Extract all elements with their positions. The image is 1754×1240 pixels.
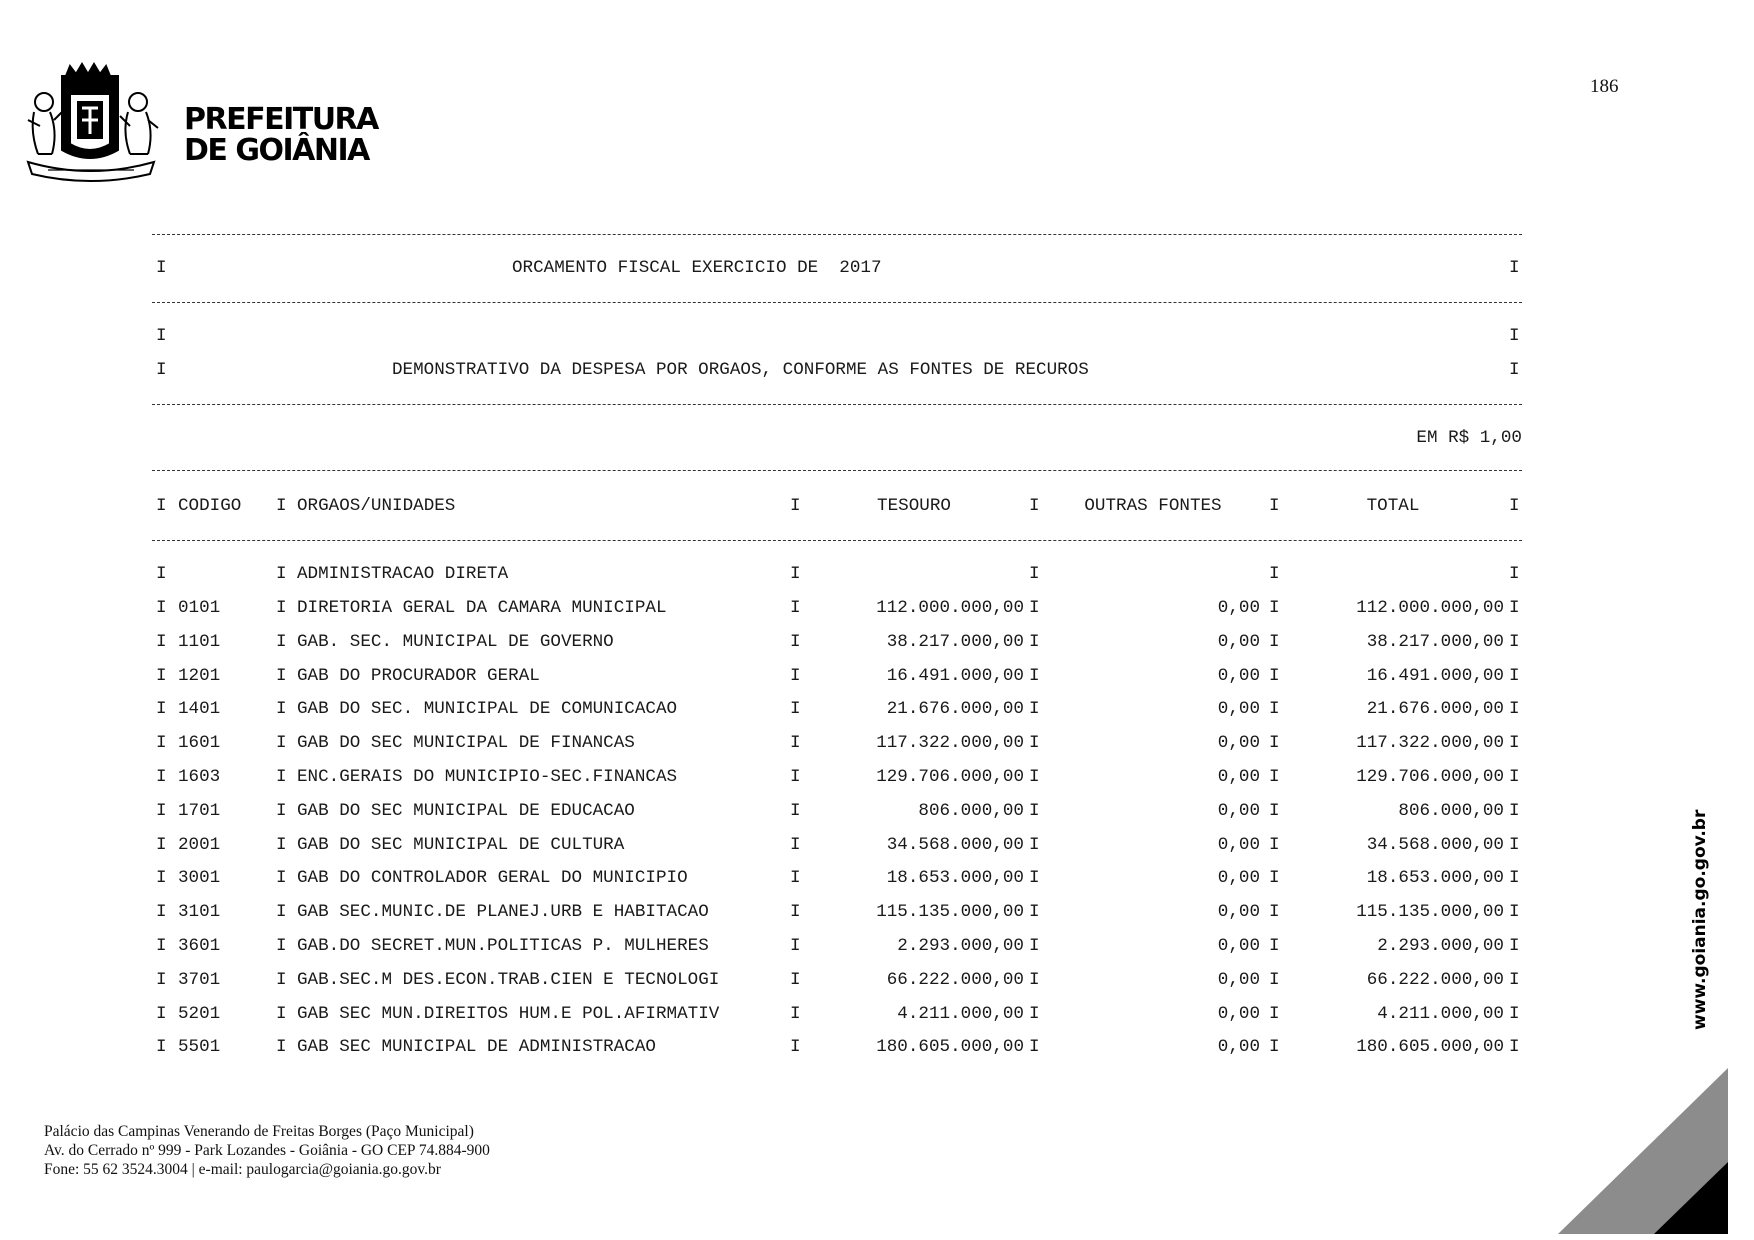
footer-line: Av. do Cerrado nº 999 - Park Lozandes - Goiânia - GO CEP 74.884-900 <box>44 1142 490 1159</box>
cell-outras-fontes: 0,00 <box>1217 902 1260 923</box>
report-title-line <box>152 258 1522 282</box>
table-row <box>152 1037 1522 1061</box>
cell-codigo: 3601 <box>178 936 221 956</box>
bar: I <box>276 496 287 516</box>
bar-right: I <box>1509 258 1520 278</box>
cell-total: 112.000.000,00 <box>1356 598 1504 618</box>
cell-total: 806.000,00 <box>1398 800 1504 821</box>
bar-left: I <box>156 258 167 278</box>
bar: I <box>1509 665 1520 686</box>
footer-line: Palácio das Campinas Venerando de Freitas Borges (Paço Municipal) <box>44 1123 474 1140</box>
column-header-outras-fontes: OUTRAS FONTES <box>1084 496 1222 516</box>
brand-line-2: DE GOIÂNIA <box>184 133 369 168</box>
cell-outras-fontes: 0,00 <box>1217 598 1260 618</box>
bar: I <box>1029 1037 1040 1058</box>
report-subtitle-line <box>152 360 1522 384</box>
cell-total: 66.222.000,00 <box>1366 969 1504 990</box>
bar: I <box>1029 834 1040 855</box>
cell-outras-fontes: 0,00 <box>1217 665 1260 686</box>
table-row <box>152 666 1522 690</box>
bar: I <box>790 902 801 923</box>
divider <box>152 470 1522 471</box>
cell-tesouro: 112.000.000,00 <box>876 598 1024 618</box>
cell-codigo: 5201 <box>178 1003 221 1024</box>
bar: I <box>1509 969 1520 990</box>
bar: I <box>1509 598 1520 618</box>
bar: I <box>1269 598 1280 618</box>
bar: I <box>1029 868 1040 889</box>
bar-left: I <box>156 326 167 346</box>
bar: I <box>790 631 801 652</box>
bar: I <box>1269 1003 1280 1024</box>
bar: I <box>276 767 287 787</box>
table-row <box>152 835 1522 859</box>
bar: I <box>1509 1037 1520 1058</box>
table-row <box>152 767 1522 791</box>
bar: I <box>156 868 167 889</box>
column-header-total: TOTAL <box>1366 496 1420 516</box>
bar: I <box>790 699 801 720</box>
report-subtitle: DEMONSTRATIVO DA DESPESA POR ORGAOS, CONFORME AS FONTES DE RECUROS <box>392 360 1089 380</box>
bar: I <box>276 665 287 686</box>
bar: I <box>1269 564 1280 584</box>
bar: I <box>1269 936 1280 956</box>
cell-outras-fontes: 0,00 <box>1217 699 1260 720</box>
cell-codigo: 5501 <box>178 1037 221 1058</box>
cell-codigo: 1601 <box>178 733 221 754</box>
group-label: ADMINISTRACAO DIRETA <box>297 564 509 584</box>
cell-orgao: GAB.SEC.M DES.ECON.TRAB.CIEN E TECNOLOGI <box>297 969 720 990</box>
bar: I <box>156 564 167 584</box>
cell-outras-fontes: 0,00 <box>1217 936 1260 956</box>
bar: I <box>1509 834 1520 855</box>
cell-orgao: ENC.GERAIS DO MUNICIPIO-SEC.FINANCAS <box>297 767 678 787</box>
bar: I <box>276 902 287 923</box>
divider <box>152 540 1522 541</box>
bar: I <box>1269 699 1280 720</box>
bar: I <box>1509 767 1520 787</box>
bar: I <box>1269 496 1280 516</box>
prefeitura-logo <box>18 62 378 192</box>
divider <box>152 404 1522 405</box>
bar: I <box>1509 564 1520 584</box>
table-row <box>152 598 1522 622</box>
bar: I <box>156 699 167 720</box>
bar: I <box>1269 665 1280 686</box>
cell-tesouro: 16.491.000,00 <box>886 665 1024 686</box>
cell-outras-fontes: 0,00 <box>1217 631 1260 652</box>
cell-codigo: 3701 <box>178 969 221 990</box>
bar: I <box>1269 800 1280 821</box>
bar: I <box>790 868 801 889</box>
bar: I <box>1029 733 1040 754</box>
cell-codigo: 1701 <box>178 800 221 821</box>
bar: I <box>1029 598 1040 618</box>
cell-total: 21.676.000,00 <box>1366 699 1504 720</box>
cell-orgao: GAB DO SEC MUNICIPAL DE EDUCACAO <box>297 800 635 821</box>
bar: I <box>790 834 801 855</box>
bar: I <box>1509 1003 1520 1024</box>
cell-tesouro: 117.322.000,00 <box>876 733 1024 754</box>
bar: I <box>1269 733 1280 754</box>
cell-outras-fontes: 0,00 <box>1217 969 1260 990</box>
bar-right: I <box>1509 360 1520 380</box>
divider <box>152 302 1522 303</box>
bar: I <box>1269 1037 1280 1058</box>
bar: I <box>1509 936 1520 956</box>
cell-total: 18.653.000,00 <box>1366 868 1504 889</box>
website-url: www.goiania.go.gov.br <box>1690 809 1710 1030</box>
bar: I <box>1269 834 1280 855</box>
bar: I <box>790 564 801 584</box>
bar: I <box>156 598 167 618</box>
table-row <box>152 902 1522 926</box>
bar: I <box>156 800 167 821</box>
bar: I <box>156 1037 167 1058</box>
bar: I <box>156 496 167 516</box>
bar: I <box>1029 1003 1040 1024</box>
report-title: ORCAMENTO FISCAL EXERCICIO DE 2017 <box>512 258 882 278</box>
cell-tesouro: 21.676.000,00 <box>886 699 1024 720</box>
bar: I <box>276 868 287 889</box>
bar: I <box>276 1037 287 1058</box>
bar: I <box>1269 868 1280 889</box>
cell-codigo: 1603 <box>178 767 221 787</box>
bar: I <box>276 834 287 855</box>
cell-orgao: GAB SEC.MUNIC.DE PLANEJ.URB E HABITACAO <box>297 902 709 923</box>
bar: I <box>790 733 801 754</box>
cell-codigo: 3101 <box>178 902 221 923</box>
bar: I <box>1509 733 1520 754</box>
unit-line <box>152 428 1522 452</box>
bar: I <box>1029 665 1040 686</box>
cell-tesouro: 66.222.000,00 <box>886 969 1024 990</box>
cell-codigo: 1401 <box>178 699 221 720</box>
bar: I <box>156 834 167 855</box>
cell-tesouro: 18.653.000,00 <box>886 868 1024 889</box>
bar: I <box>276 969 287 990</box>
bar: I <box>156 631 167 652</box>
column-header-tesouro: TESOURO <box>877 496 951 516</box>
cell-orgao: GAB SEC MUNICIPAL DE ADMINISTRACAO <box>297 1037 656 1058</box>
bar: I <box>156 969 167 990</box>
cell-tesouro: 129.706.000,00 <box>876 767 1024 787</box>
cell-total: 34.568.000,00 <box>1366 834 1504 855</box>
brand-name <box>184 104 378 166</box>
cell-tesouro: 180.605.000,00 <box>876 1037 1024 1058</box>
bar: I <box>1509 868 1520 889</box>
table-row <box>152 970 1522 994</box>
cell-total: 180.605.000,00 <box>1356 1037 1504 1058</box>
bar: I <box>790 936 801 956</box>
cell-orgao: GAB DO CONTROLADOR GERAL DO MUNICIPIO <box>297 868 688 889</box>
bar: I <box>1029 631 1040 652</box>
corner-decoration <box>1558 1068 1728 1234</box>
cell-outras-fontes: 0,00 <box>1217 1037 1260 1058</box>
bar: I <box>1509 902 1520 923</box>
cell-orgao: GAB. SEC. MUNICIPAL DE GOVERNO <box>297 631 614 652</box>
column-header-row <box>152 496 1522 520</box>
footer-address <box>44 1122 490 1179</box>
cell-codigo: 0101 <box>178 598 221 618</box>
bar: I <box>276 800 287 821</box>
bar: I <box>1029 936 1040 956</box>
cell-total: 4.211.000,00 <box>1377 1003 1504 1024</box>
cell-total: 115.135.000,00 <box>1356 902 1504 923</box>
cell-total: 129.706.000,00 <box>1356 767 1504 787</box>
bar: I <box>1509 631 1520 652</box>
table-row <box>152 632 1522 656</box>
bar: I <box>276 699 287 720</box>
cell-tesouro: 38.217.000,00 <box>886 631 1024 652</box>
cell-outras-fontes: 0,00 <box>1217 1003 1260 1024</box>
bar: I <box>790 1003 801 1024</box>
cell-total: 16.491.000,00 <box>1366 665 1504 686</box>
page-number: 186 <box>1590 76 1619 97</box>
bar: I <box>1509 699 1520 720</box>
cell-tesouro: 2.293.000,00 <box>897 936 1024 956</box>
table-row <box>152 801 1522 825</box>
bar-left: I <box>156 360 167 380</box>
cell-codigo: 1101 <box>178 631 221 652</box>
bar: I <box>1029 800 1040 821</box>
cell-total: 38.217.000,00 <box>1366 631 1504 652</box>
cell-orgao: GAB DO PROCURADOR GERAL <box>297 665 540 686</box>
currency-unit: EM R$ 1,00 <box>1416 428 1522 448</box>
cell-tesouro: 806.000,00 <box>918 800 1024 821</box>
bar: I <box>276 631 287 652</box>
bar: I <box>1269 631 1280 652</box>
table-row <box>152 868 1522 892</box>
bar: I <box>1029 564 1040 584</box>
table-row <box>152 699 1522 723</box>
bar: I <box>1029 767 1040 787</box>
cell-orgao: DIRETORIA GERAL DA CAMARA MUNICIPAL <box>297 598 667 618</box>
brand-line-1: PREFEITURA <box>184 102 378 137</box>
bar: I <box>276 936 287 956</box>
cell-tesouro: 115.135.000,00 <box>876 902 1024 923</box>
bar: I <box>276 598 287 618</box>
blank-line <box>152 326 1522 350</box>
cell-codigo: 1201 <box>178 665 221 686</box>
bar: I <box>1509 800 1520 821</box>
cell-total: 117.322.000,00 <box>1356 733 1504 754</box>
table-row <box>152 1004 1522 1028</box>
cell-outras-fontes: 0,00 <box>1217 800 1260 821</box>
cell-outras-fontes: 0,00 <box>1217 834 1260 855</box>
divider <box>152 234 1522 235</box>
cell-orgao: GAB DO SEC MUNICIPAL DE CULTURA <box>297 834 625 855</box>
column-header-orgaos: ORGAOS/UNIDADES <box>297 496 456 516</box>
cell-tesouro: 4.211.000,00 <box>897 1003 1024 1024</box>
cell-orgao: GAB SEC MUN.DIREITOS HUM.E POL.AFIRMATIV <box>297 1003 720 1024</box>
bar: I <box>790 969 801 990</box>
bar-right: I <box>1509 326 1520 346</box>
bar: I <box>156 902 167 923</box>
bar: I <box>156 1003 167 1024</box>
cell-outras-fontes: 0,00 <box>1217 733 1260 754</box>
bar: I <box>790 800 801 821</box>
bar: I <box>1269 767 1280 787</box>
bar: I <box>1029 496 1040 516</box>
bar: I <box>156 733 167 754</box>
bar: I <box>156 665 167 686</box>
bar: I <box>1029 969 1040 990</box>
bar: I <box>156 936 167 956</box>
bar: I <box>276 733 287 754</box>
cell-orgao: GAB DO SEC MUNICIPAL DE FINANCAS <box>297 733 635 754</box>
bar: I <box>790 1037 801 1058</box>
group-row <box>152 564 1522 588</box>
column-header-codigo: CODIGO <box>178 496 242 516</box>
cell-orgao: GAB.DO SECRET.MUN.POLITICAS P. MULHERES <box>297 936 709 956</box>
bar: I <box>790 767 801 787</box>
bar: I <box>276 564 287 584</box>
bar: I <box>156 767 167 787</box>
cell-orgao: GAB DO SEC. MUNICIPAL DE COMUNICACAO <box>297 699 678 720</box>
cell-outras-fontes: 0,00 <box>1217 767 1260 787</box>
bar: I <box>1029 902 1040 923</box>
bar: I <box>276 1003 287 1024</box>
table-row <box>152 936 1522 960</box>
bar: I <box>1029 699 1040 720</box>
cell-tesouro: 34.568.000,00 <box>886 834 1024 855</box>
bar: I <box>790 598 801 618</box>
bar: I <box>1269 969 1280 990</box>
cell-total: 2.293.000,00 <box>1377 936 1504 956</box>
bar: I <box>1269 902 1280 923</box>
bar: I <box>790 665 801 686</box>
bar: I <box>790 496 801 516</box>
bar: I <box>1509 496 1520 516</box>
cell-outras-fontes: 0,00 <box>1217 868 1260 889</box>
cell-codigo: 2001 <box>178 834 221 855</box>
cell-codigo: 3001 <box>178 868 221 889</box>
table-row <box>152 733 1522 757</box>
footer-line: Fone: 55 62 3524.3004 | e-mail: paulogarcia@goiania.go.gov.br <box>44 1161 441 1178</box>
coat-of-arms-icon <box>18 62 168 192</box>
